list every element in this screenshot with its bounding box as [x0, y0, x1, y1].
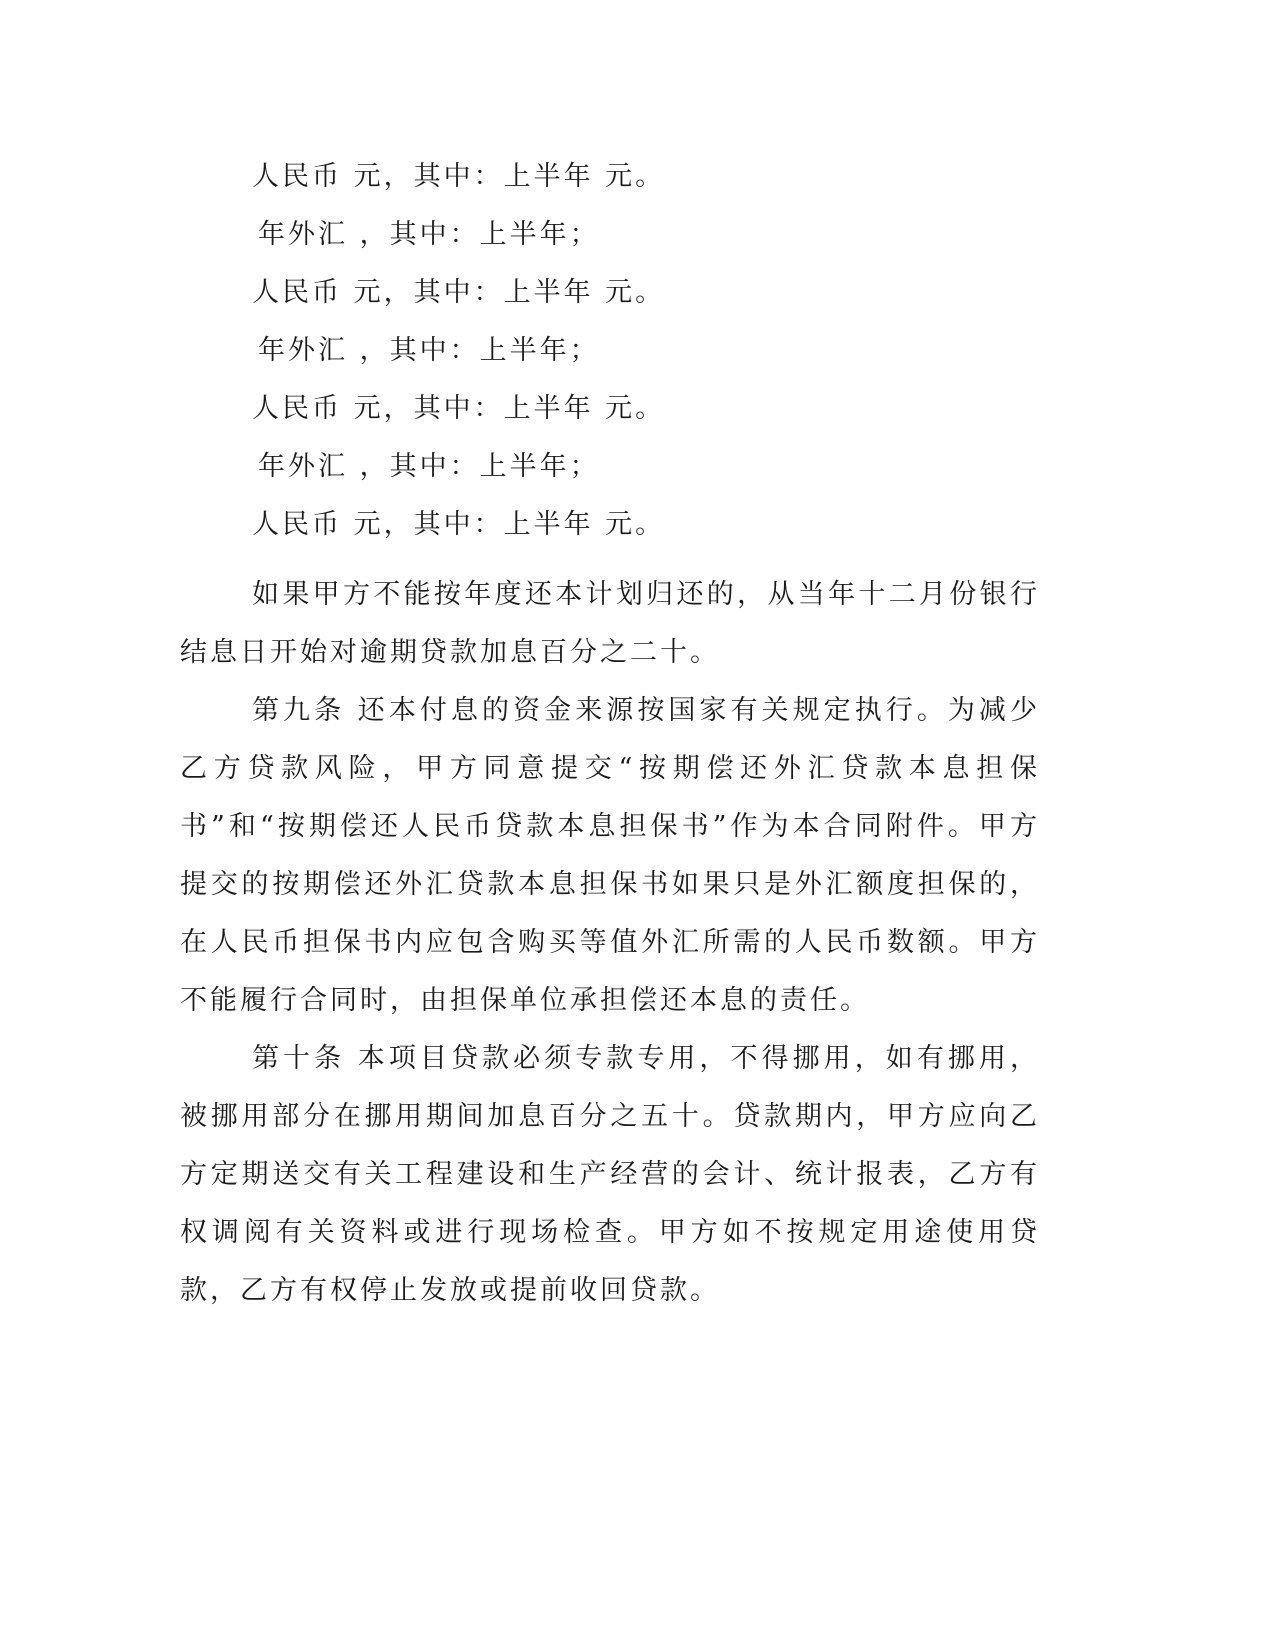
fx-line-2: 年外汇 ，其中：上半年； [258, 335, 600, 366]
fx-line-1: 年外汇 ，其中：上半年； [258, 219, 600, 250]
rmb-line-3: 人民币 元，其中：上半年 元。 [252, 393, 666, 424]
overdue-interest-paragraph: 如果甲方不能按年度还本计划归还的，从当年十二月份银行结息日开始对逾期贷款加息百分之二十。 [180, 579, 1040, 668]
rmb-line-1: 人民币 元，其中：上半年 元。 [252, 161, 666, 192]
rmb-line-4: 人民币 元，其中：上半年 元。 [252, 509, 666, 540]
article-10-paragraph: 第十条 本项目贷款必须专款专用，不得挪用，如有挪用，被挪用部分在挪用期间加息百分之五十。贷款期内，甲方应向乙方定期送交有关工程建设和生产经营的会计、统计报表，乙方有权调阅有关资料或进行现场检查。甲方如不按规定用途使用贷款，乙方有权停止发放或提前收回贷款。 [180, 1043, 1040, 1306]
article-9-paragraph: 第九条 还本付息的资金来源按国家有关规定执行。为减少乙方贷款风险，甲方同意提交“按期偿还外汇贷款本息担保书”和“按期偿还人民币贷款本息担保书”作为本合同附件。甲方提交的按期偿还外汇贷款本息担保书如果只是外汇额度担保的，在人民币担保书内应包含购买等值外汇所需的人民币数额。甲方不能履行合同时，由担保单位承担偿还本息的责任。 [180, 695, 1040, 1016]
fx-line-3: 年外汇 ，其中：上半年； [258, 451, 600, 482]
contract-body [180, 158, 1040, 1320]
rmb-line-2: 人民币 元，其中：上半年 元。 [252, 277, 666, 308]
